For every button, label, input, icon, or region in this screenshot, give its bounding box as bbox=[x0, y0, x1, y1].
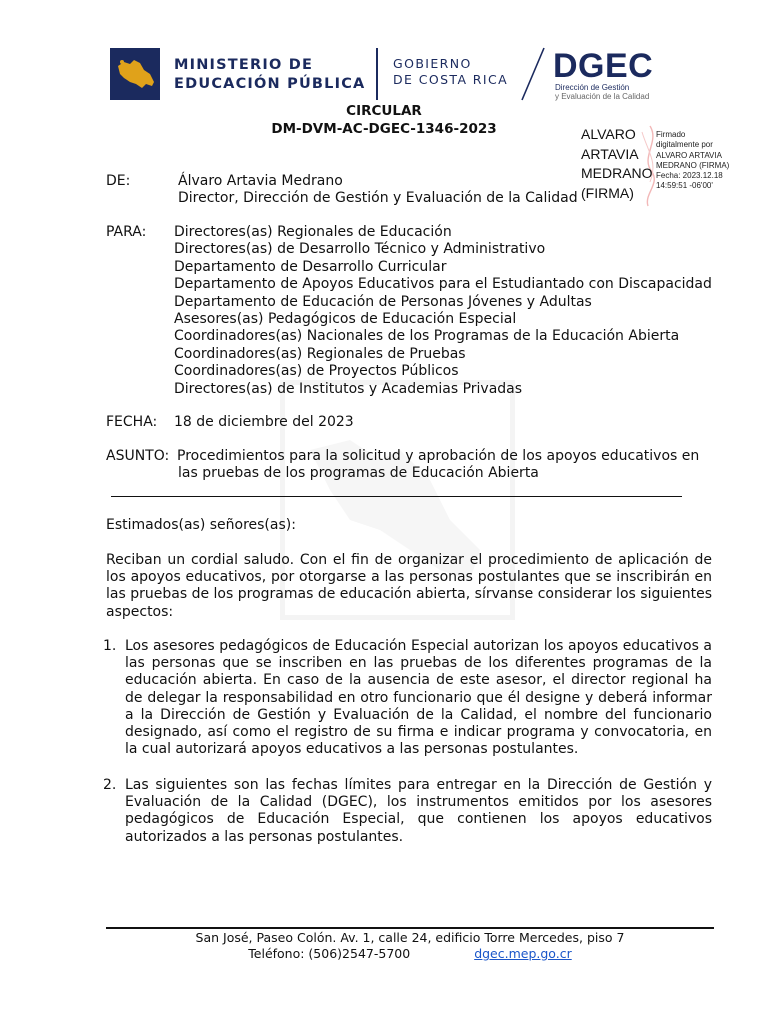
from-title: Director, Dirección de Gestión y Evaluación de la Calidad bbox=[178, 190, 578, 206]
item-text: Las siguientes son las fechas límites para entregar en la Dirección de Gestión y Evaluación de la Calidad (DGEC), los instrumentos emitidos por los asesores pedagógicos de Educación Especial, que contienen los apoyos educativos autorizados a las personas postulantes. bbox=[125, 777, 712, 845]
document-code: DM-DVM-AC-DGEC-1346-2023 bbox=[271, 121, 497, 137]
dgec-logo: DGEC bbox=[553, 47, 654, 85]
footer-divider bbox=[106, 927, 714, 929]
header-divider bbox=[376, 48, 378, 100]
recipient: Directores(as) Regionales de Educación bbox=[174, 224, 452, 240]
item-text: Los asesores pedagógicos de Educación Especial autorizan los apoyos educativos a las personas que se inscriben en las pruebas de los diferentes programas de la educación abierta. En caso de la ausencia de este asesor, el director regional ha de delegar la responsabilidad en otro funcionario que él designe y deberá informar a la Dirección de Gestión y Evaluación de la Calidad, el nombre del funcionario designado, así como el registro de su firma e indicar programa y convocatoria, en la cual autorizará apoyos educativos a las personas postulantes. bbox=[125, 638, 712, 758]
recipient: Departamento de Desarrollo Curricular bbox=[174, 258, 447, 275]
signature-details: Firmado digitalmente por ALVARO ARTAVIA MEDRANO (FIRMA) Fecha: 2023.12.18 14:59:51 -06'00' bbox=[656, 130, 730, 191]
footer-contact bbox=[0, 946, 768, 962]
item-number: 2. bbox=[103, 777, 117, 793]
footer-address: San José, Paseo Colón. Av. 1, calle 24, edificio Torre Mercedes, piso 7 bbox=[195, 930, 625, 945]
recipient: Directores(as) de Institutos y Academias Privadas bbox=[174, 380, 523, 397]
signature-name: ALVARO ARTAVIA MEDRANO (FIRMA) bbox=[581, 126, 653, 201]
greeting: Estimados(as) señores(as): bbox=[106, 517, 296, 533]
from-label: DE: bbox=[106, 173, 131, 189]
subject-divider bbox=[111, 496, 682, 497]
slash-divider bbox=[518, 46, 548, 102]
ministry-name: MINISTERIO DE EDUCACIÓN PÚBLICA bbox=[174, 57, 366, 92]
subject-line1: Procedimientos para la solicitud y aprobación de los apoyos educativos en bbox=[177, 448, 700, 464]
recipients-list bbox=[174, 224, 712, 398]
recipient: Asesores(as) Pedagógicos de Educación Especial bbox=[174, 311, 517, 328]
mep-logo-icon bbox=[110, 48, 160, 100]
document-type: CIRCULAR bbox=[346, 103, 422, 119]
dgec-subtitle: Dirección de Gestión y Evaluación de la Calidad bbox=[555, 83, 650, 101]
recipient: Coordinadores(as) Regionales de Pruebas bbox=[174, 345, 466, 362]
website-link[interactable]: dgec.mep.go.cr bbox=[474, 946, 572, 961]
recipient: Directores(as) de Desarrollo Técnico y Administrativo bbox=[174, 241, 546, 258]
recipient: Departamento de Educación de Personas Jóvenes y Adultas bbox=[174, 293, 592, 310]
recipient: Coordinadores(as) de Proyectos Públicos bbox=[174, 363, 459, 380]
subject-label: ASUNTO: bbox=[106, 448, 170, 464]
item-number: 1. bbox=[103, 638, 117, 654]
government-name: GOBIERNO DE COSTA RICA bbox=[393, 56, 509, 87]
subject-line2: las pruebas de los programas de Educación Abierta bbox=[178, 465, 539, 481]
intro-paragraph: Reciban un cordial saludo. Con el fin de organizar el procedimiento de aplicación de los apoyos educativos, por otorgarse a las personas postulantes que se inscribirán en las pruebas de los programas de educación abierta, sírvanse considerar los siguientes aspectos: bbox=[106, 552, 712, 620]
recipient: Departamento de Apoyos Educativos para el Estudiantado con Discapacidad bbox=[174, 276, 712, 293]
to-label: PARA: bbox=[106, 224, 147, 240]
recipient: Coordinadores(as) Nacionales de los Programas de la Educación Abierta bbox=[174, 328, 680, 345]
footer-phone: Teléfono: (506)2547-5700 bbox=[248, 946, 411, 961]
date-value: 18 de diciembre del 2023 bbox=[174, 414, 354, 430]
from-name: Álvaro Artavia Medrano bbox=[178, 173, 343, 189]
date-label: FECHA: bbox=[106, 414, 158, 430]
